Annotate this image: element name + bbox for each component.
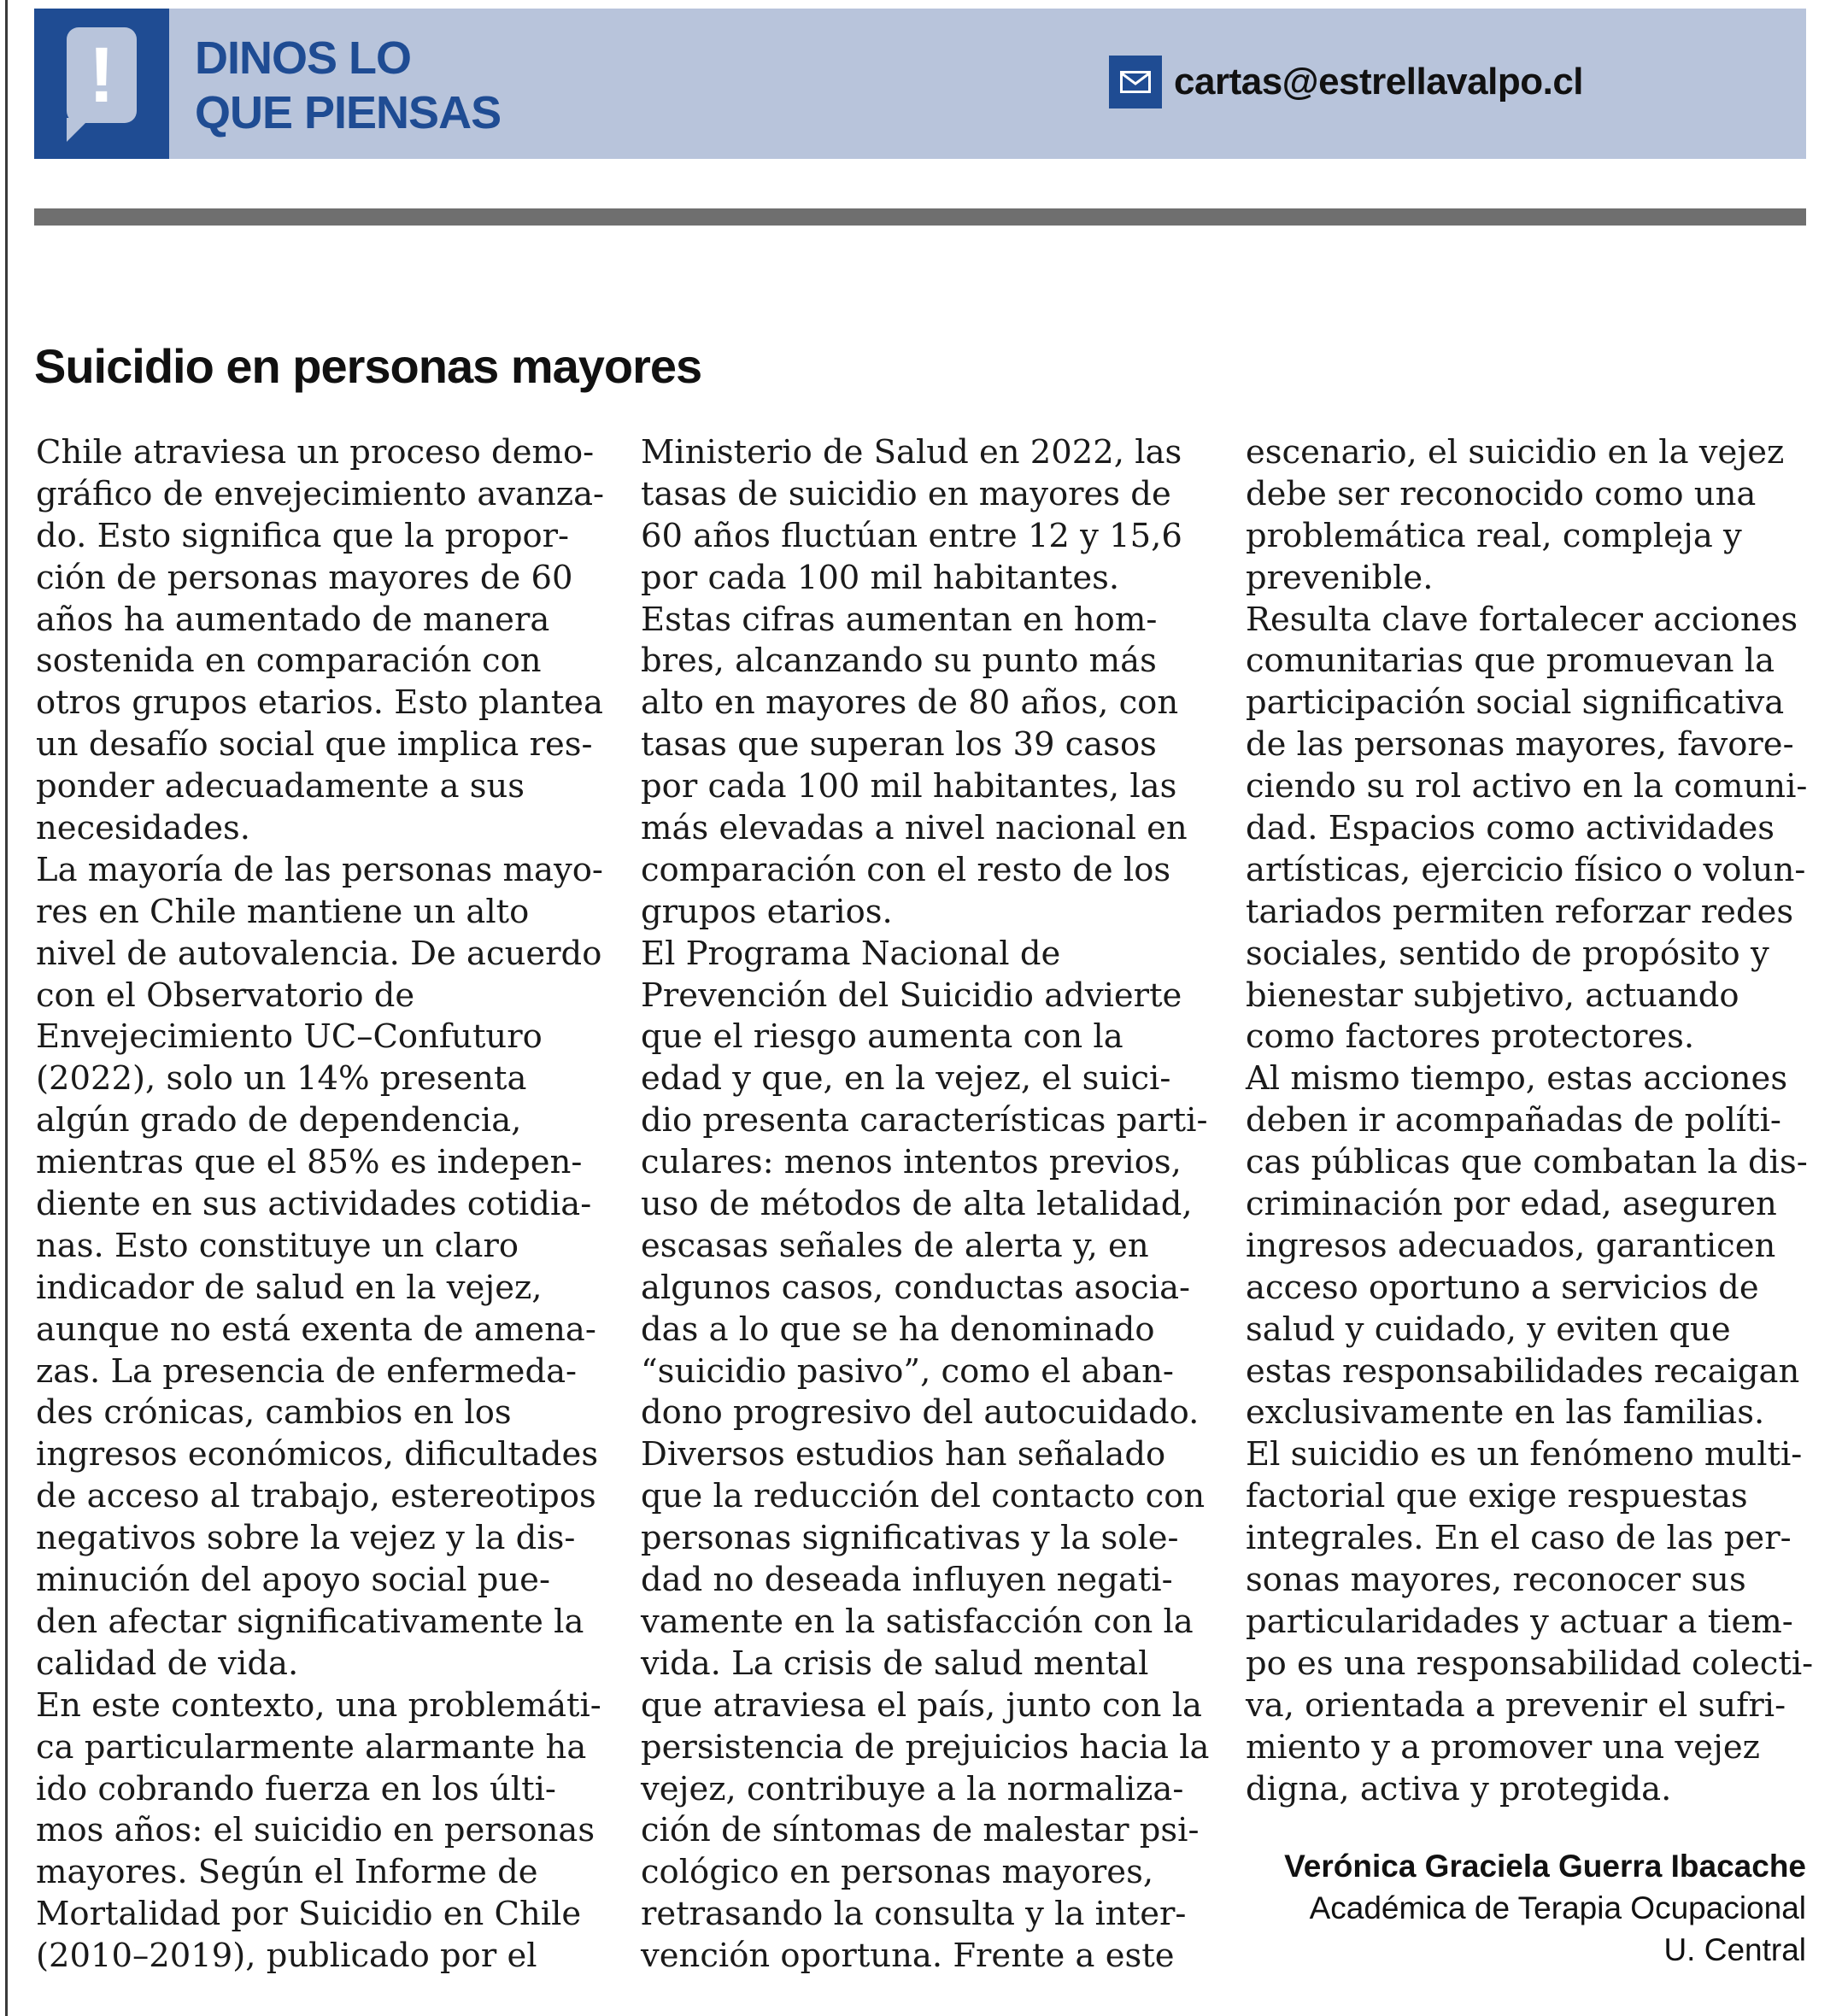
article-text-line: Mortalidad por Suicidio en Chile xyxy=(36,1895,582,1934)
article-text-line: que atraviesa el país, junto con la xyxy=(641,1685,1202,1725)
article-text-line: escenario, el suicidio en la vejez xyxy=(1246,433,1785,472)
envelope-icon xyxy=(1109,56,1162,108)
article-text-line: como factores protectores. xyxy=(1246,1017,1695,1057)
article-text-line: necesidades. xyxy=(36,809,251,848)
article-text-line: tasas que superan los 39 casos xyxy=(641,725,1157,765)
article-text-line: edad y que, en la vejez, el suici- xyxy=(641,1059,1171,1099)
article-text-line: artísticas, ejercicio físico o volun- xyxy=(1246,850,1806,889)
article-text-line: uso de métodos de alta letalidad, xyxy=(641,1185,1193,1224)
author-institution: U. Central xyxy=(1663,1932,1806,1967)
article-text-line: deben ir acompañadas de políti- xyxy=(1246,1101,1781,1140)
article-text-line: das a lo que se ha denominado xyxy=(641,1310,1155,1349)
article-text-line: exclusivamente en las familias. xyxy=(1246,1393,1765,1433)
article-text-line: factorial que exige respuestas xyxy=(1246,1477,1748,1516)
article-text-line: dono progresivo del autocuidado. xyxy=(641,1393,1200,1433)
article-text-line: calidad de vida. xyxy=(36,1644,299,1683)
article-text-line: indicador de salud en la vejez, xyxy=(36,1268,543,1307)
author-role: Académica de Terapia Ocupacional xyxy=(1309,1890,1806,1925)
article-text-line: ciendo su rol activo en la comuni- xyxy=(1246,767,1808,806)
article-text-line: Prevención del Suicidio advierte xyxy=(641,976,1182,1015)
section-title-line-2: QUE PIENSAS xyxy=(195,87,502,138)
envelope-icon-graphic xyxy=(1120,71,1151,93)
article-text-line: debe ser reconocido como una xyxy=(1246,474,1757,513)
article-text-line: bienestar subjetivo, actuando xyxy=(1246,976,1739,1015)
page-left-rule xyxy=(5,0,8,2016)
article-title: Suicidio en personas mayores xyxy=(34,339,702,393)
article-text-line: por cada 100 mil habitantes, las xyxy=(641,767,1177,806)
article-text-line: cas públicas que combatan la dis- xyxy=(1246,1143,1808,1182)
article-text-line: dad. Espacios como actividades xyxy=(1246,809,1775,848)
article-text-line: de las personas mayores, favore- xyxy=(1246,725,1794,765)
article-text-line: aunque no está exenta de amena- xyxy=(36,1310,596,1349)
article-text-line: por cada 100 mil habitantes. xyxy=(641,558,1120,597)
article-text-line: tasas de suicidio en mayores de xyxy=(641,474,1171,513)
article-text-line: ingresos económicos, dificultades xyxy=(36,1435,599,1474)
banner-icon-box xyxy=(34,9,169,159)
article-text-line: des crónicas, cambios en los xyxy=(36,1393,512,1433)
article-text-line: Estas cifras aumentan en hom- xyxy=(641,600,1158,639)
article-text-line: participación social significativa xyxy=(1246,683,1785,723)
article-text-line: otros grupos etarios. Esto plantea xyxy=(36,683,603,723)
article-text-line: años ha aumentado de manera xyxy=(36,600,550,639)
article-text-line: vida. La crisis de salud mental xyxy=(641,1644,1149,1683)
article-text-line: vención oportuna. Frente a este xyxy=(641,1937,1175,1976)
article-text-line: ción de síntomas de malestar psi- xyxy=(641,1811,1200,1850)
article-text-line: gráfico de envejecimiento avanza- xyxy=(36,474,605,513)
article-text-line: sonas mayores, reconocer sus xyxy=(1246,1561,1746,1600)
article-text-line: acceso oportuno a servicios de xyxy=(1246,1268,1759,1307)
article-text-line: tariados permiten reforzar redes xyxy=(1246,892,1794,931)
exclamation-mark: ! xyxy=(88,32,115,119)
article-text-line: con el Observatorio de xyxy=(36,976,415,1015)
article-text-line: nivel de autovalencia. De acuerdo xyxy=(36,934,602,973)
article-column-2 xyxy=(641,432,1209,1978)
article-text-line: que el riesgo aumenta con la xyxy=(641,1017,1123,1057)
article-text-line: po es una responsabilidad colecti- xyxy=(1246,1644,1814,1683)
article-text-line: cológico en personas mayores, xyxy=(641,1853,1154,1892)
section-banner xyxy=(34,9,1806,159)
article-text-line: prevenible. xyxy=(1246,558,1434,597)
article-text-line: La mayoría de las personas mayo- xyxy=(36,850,603,889)
article-text-line: mos años: el suicidio en personas xyxy=(36,1811,595,1850)
article-text-line: El Programa Nacional de xyxy=(641,934,1061,973)
article-text-line: alto en mayores de 80 años, con xyxy=(641,683,1179,723)
article-text-line: zas. La presencia de enfermeda- xyxy=(36,1351,578,1391)
article-text-line: digna, activa y protegida. xyxy=(1246,1769,1672,1808)
article-text-line: bres, alcanzando su punto más xyxy=(641,642,1157,681)
article-text-line: mientras que el 85% es indepen- xyxy=(36,1143,583,1182)
article-text-line: diente en sus actividades cotidia- xyxy=(36,1185,592,1224)
article-text-line: En este contexto, una problemáti- xyxy=(36,1685,601,1725)
article-text-line: Envejecimiento UC–Confuturo xyxy=(36,1017,543,1057)
section-divider xyxy=(34,208,1806,226)
article-text-line: (2010–2019), publicado por el xyxy=(36,1937,537,1976)
article-text-line: ingresos adecuados, garanticen xyxy=(1246,1226,1776,1265)
article-text-line: culares: menos intentos previos, xyxy=(641,1143,1182,1182)
article-text-line: res en Chile mantiene un alto xyxy=(36,892,530,931)
article-text-line: personas significativas y la sole- xyxy=(641,1519,1179,1558)
article-text-line: mayores. Según el Informe de xyxy=(36,1853,538,1892)
article-text-line: dio presenta características parti- xyxy=(641,1101,1208,1140)
author-signature xyxy=(1284,1845,1806,1971)
article-text-line: Ministerio de Salud en 2022, las xyxy=(641,433,1182,472)
article-text-line: escasas señales de alerta y, en xyxy=(641,1226,1149,1265)
article-text-line: ción de personas mayores de 60 xyxy=(36,558,573,597)
article-text-line: 60 años fluctúan entre 12 y 15,6 xyxy=(641,516,1182,555)
article-text-line: Chile atraviesa un proceso demo- xyxy=(36,433,595,472)
article-text-line: sociales, sentido de propósito y xyxy=(1246,934,1769,973)
article-text-line: algún grado de dependencia, xyxy=(36,1101,522,1140)
article-text-line: dad no deseada influyen negati- xyxy=(641,1561,1173,1600)
article-text-line: ponder adecuadamente a sus xyxy=(36,767,525,806)
article-text-line: negativos sobre la vejez y la dis- xyxy=(36,1519,576,1558)
contact-email[interactable]: cartas@estrellavalpo.cl xyxy=(1174,61,1584,103)
article-text-line: integrales. En el caso de las per- xyxy=(1246,1519,1792,1558)
article-text-line: de acceso al trabajo, estereotipos xyxy=(36,1477,596,1516)
article-text-line: persistencia de prejuicios hacia la xyxy=(641,1727,1210,1767)
article-text-line: comunitarias que promuevan la xyxy=(1246,642,1775,681)
article-text-line: grupos etarios. xyxy=(641,892,893,931)
article-text-line: nas. Esto constituye un claro xyxy=(36,1226,519,1265)
article-text-line: ca particularmente alarmante ha xyxy=(36,1727,587,1767)
article-text-line: Diversos estudios han señalado xyxy=(641,1435,1166,1474)
article-column-3 xyxy=(1246,432,1813,1810)
article-text-line: más elevadas a nivel nacional en xyxy=(641,809,1188,848)
article-text-line: salud y cuidado, y eviten que xyxy=(1246,1310,1731,1349)
article-text-line: algunos casos, conductas asocia- xyxy=(641,1268,1191,1307)
article-text-line: Al mismo tiempo, estas acciones xyxy=(1246,1059,1788,1099)
article-text-line: ido cobrando fuerza en los últi- xyxy=(36,1769,556,1808)
article-text-line: miento y a promover una vejez xyxy=(1246,1727,1760,1767)
article-text-line: “suicidio pasivo”, como el aban- xyxy=(641,1351,1174,1391)
article-text-line: particularidades y actuar a tiem- xyxy=(1246,1602,1793,1641)
section-title-line-1: DINOS LO xyxy=(195,32,412,84)
article-text-line: estas responsabilidades recaigan xyxy=(1246,1351,1800,1391)
article-column-1 xyxy=(36,432,604,1978)
section-title xyxy=(195,31,501,140)
article-text-line: minución del apoyo social pue- xyxy=(36,1561,550,1600)
article-text-line: retrasando la consulta y la inter- xyxy=(641,1895,1187,1934)
article-text-line: un desafío social que implica res- xyxy=(36,725,593,765)
article-text-line: que la reducción del contacto con xyxy=(641,1477,1206,1516)
article-text-line: do. Esto significa que la propor- xyxy=(36,516,570,555)
article-text-line: El suicidio es un fenómeno multi- xyxy=(1246,1435,1803,1474)
article-text-line: problemática real, compleja y xyxy=(1246,516,1742,555)
article-text-line: comparación con el resto de los xyxy=(641,850,1171,889)
article-text-line: criminación por edad, aseguren xyxy=(1246,1185,1777,1224)
article-text-line: va, orientada a prevenir el sufri- xyxy=(1246,1685,1786,1725)
article-text-line: vamente en la satisfacción con la xyxy=(641,1602,1194,1641)
article-text-line: vejez, contribuye a la normaliza- xyxy=(641,1769,1184,1808)
author-name: Verónica Graciela Guerra Ibacache xyxy=(1284,1849,1806,1884)
article-text-line: (2022), solo un 14% presenta xyxy=(36,1059,527,1099)
article-text-line: den afectar significativamente la xyxy=(36,1602,584,1641)
article-text-line: sostenida en comparación con xyxy=(36,642,542,681)
article-text-line: Resulta clave fortalecer acciones xyxy=(1246,600,1798,639)
